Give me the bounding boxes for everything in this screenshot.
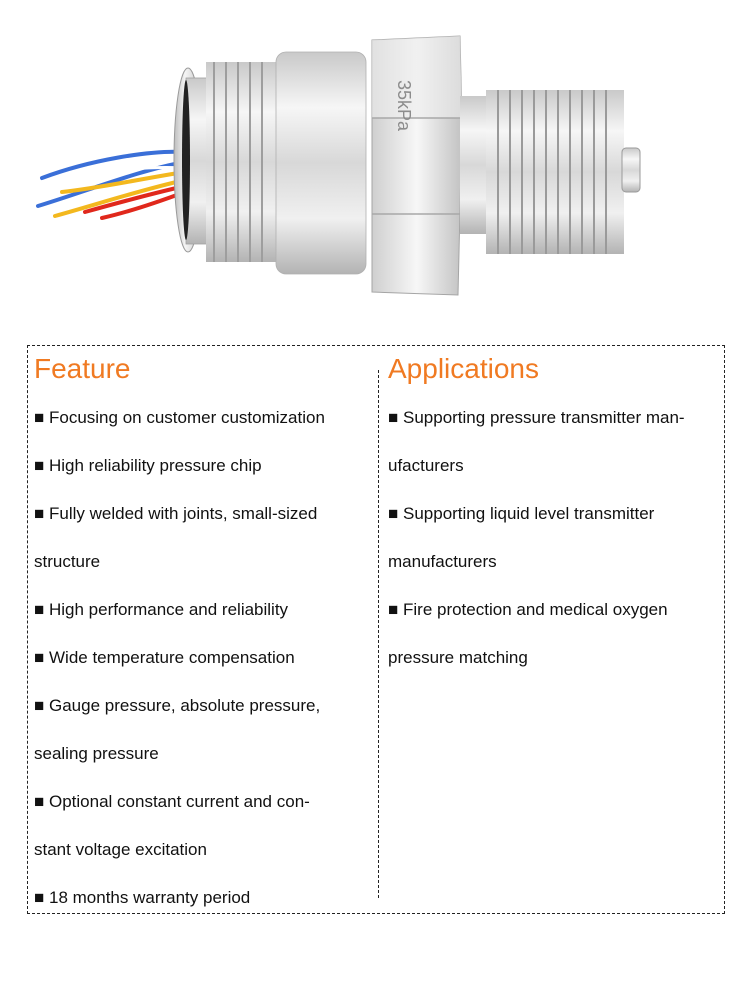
feature-line: stant voltage excitation (34, 840, 207, 859)
applications-line: ■ Supporting liquid level transmitter (388, 504, 655, 523)
spec-box (27, 345, 725, 914)
applications-line: manufacturers (388, 552, 497, 571)
feature-line: ■ Fully welded with joints, small-sized (34, 504, 318, 523)
feature-line: ■ Optional constant current and con- (34, 792, 310, 811)
column-divider (378, 370, 379, 898)
feature-line: ■ Gauge pressure, absolute pressure, (34, 696, 321, 715)
feature-line: ■ Focusing on customer customization (34, 408, 325, 427)
feature-line: sealing pressure (34, 744, 159, 763)
feature-line: structure (34, 552, 101, 571)
applications-heading: Applications (388, 353, 539, 384)
applications-line: pressure matching (388, 648, 528, 667)
applications-line: ■ Supporting pressure transmitter man- (388, 408, 685, 427)
applications-line: ufacturers (388, 456, 464, 475)
feature-line: ■ Wide temperature compensation (34, 648, 295, 667)
applications-line: ■ Fire protection and medical oxygen (388, 600, 668, 619)
pressure-marking: 35kPa (394, 80, 414, 132)
feature-line: ■ 18 months warranty period (34, 888, 251, 907)
feature-line: ■ High performance and reliability (34, 600, 289, 619)
feature-line: ■ High reliability pressure chip (34, 456, 262, 475)
wires (38, 152, 185, 218)
pressure-sensor-image (0, 0, 750, 320)
feature-heading: Feature (34, 353, 131, 384)
